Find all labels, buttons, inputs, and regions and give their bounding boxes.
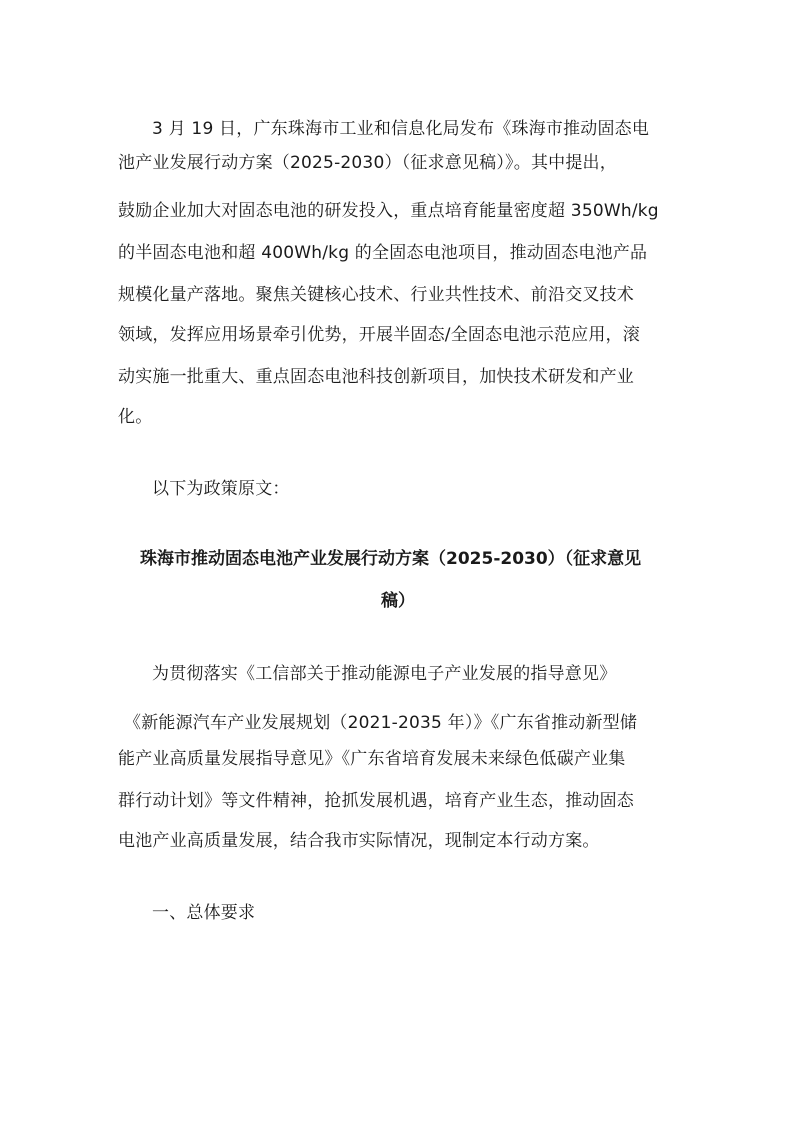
text-line: 鼓励企业加大对固态电池的研发投入，重点培育能量密度超 350Wh/kg xyxy=(118,201,659,221)
title-line: 稿） xyxy=(381,591,415,611)
text-line: 化。 xyxy=(118,407,153,427)
text-line: 3 月 19 日，广东珠海市工业和信息化局发布《珠海市推动固态电 xyxy=(152,119,650,139)
section-heading: 一、总体要求 xyxy=(152,903,256,923)
text-line: 领域，发挥应用场景牵引优势，开展半固态/全固态电池示范应用，滚 xyxy=(118,325,640,345)
text-line: 规模化量产落地。聚焦关键核心技术、行业共性技术、前沿交叉技术 xyxy=(118,285,634,305)
text-line: 电池产业高质量发展，结合我市实际情况，现制定本行动方案。 xyxy=(118,831,600,851)
text-line: 池产业发展行动方案（2025-2030）（征求意见稿）》。其中提出， xyxy=(118,153,617,173)
text-line: 《新能源汽车产业发展规划（2021-2035 年）》《广东省推动新型储 xyxy=(124,713,638,733)
text-line: 能产业高质量发展指导意见》《广东省培育发展未来绿色低碳产业集 xyxy=(118,749,626,769)
text-line: 为贯彻落实《工信部关于推动能源电子产业发展的指导意见》 xyxy=(152,664,617,684)
lead-in-text: 以下为政策原文： xyxy=(152,479,290,499)
text-line: 动实施一批重大、重点固态电池科技创新项目，加快技术研发和产业 xyxy=(118,367,634,387)
text-line: 的半固态电池和超 400Wh/kg 的全固态电池项目，推动固态电池产品 xyxy=(118,243,648,263)
title-line: 珠海市推动固态电池产业发展行动方案（2025-2030）（征求意见 xyxy=(140,549,642,569)
text-line: 群行动计划》等文件精神，抢抓发展机遇，培育产业生态，推动固态 xyxy=(118,791,634,811)
